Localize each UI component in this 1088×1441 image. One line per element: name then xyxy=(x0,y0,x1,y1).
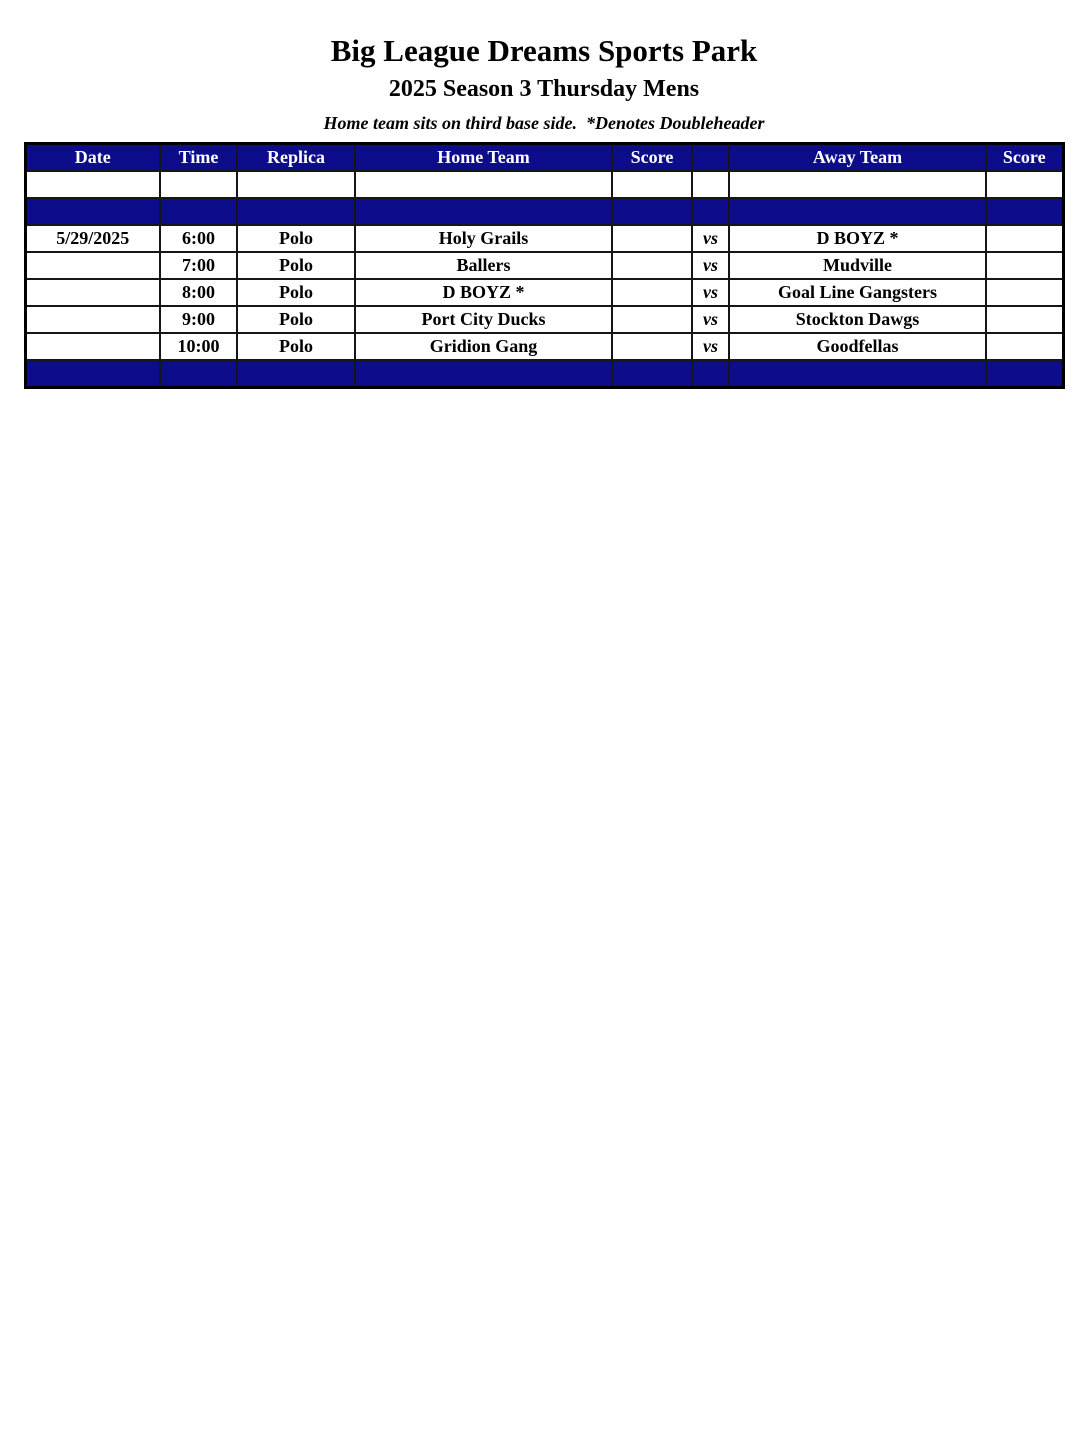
table-row xyxy=(25,252,1063,279)
separator-cell xyxy=(237,198,355,225)
page-title: Big League Dreams Sports Park xyxy=(330,33,758,68)
away-team-cell: Goal Line Gangsters xyxy=(729,279,986,306)
home-score-cell xyxy=(612,279,692,306)
date-cell xyxy=(25,306,160,333)
vs-cell: vs xyxy=(692,333,729,360)
empty-cell xyxy=(237,171,355,198)
header-away-team: Away Team xyxy=(729,144,986,172)
date-cell xyxy=(25,333,160,360)
replica-cell: Polo xyxy=(237,279,355,306)
separator-cell xyxy=(986,198,1063,225)
header-away-score: Score xyxy=(986,144,1063,172)
home-team-cell: Holy Grails xyxy=(355,225,612,252)
home-team-cell: Port City Ducks xyxy=(355,306,612,333)
vs-cell: vs xyxy=(692,306,729,333)
schedule-table xyxy=(24,142,1065,389)
home-score-cell xyxy=(612,333,692,360)
separator-cell xyxy=(692,360,729,388)
away-team-cell: Mudville xyxy=(729,252,986,279)
table-row xyxy=(25,306,1063,333)
date-cell xyxy=(25,252,160,279)
replica-cell: Polo xyxy=(237,333,355,360)
away-score-cell xyxy=(986,225,1063,252)
separator-cell xyxy=(237,360,355,388)
replica-cell: Polo xyxy=(237,306,355,333)
vs-cell: vs xyxy=(692,225,729,252)
separator-cell xyxy=(160,360,237,388)
separator-cell xyxy=(160,198,237,225)
separator-cell xyxy=(355,360,612,388)
empty-cell xyxy=(692,171,729,198)
table-row xyxy=(25,279,1063,306)
separator-cell xyxy=(355,198,612,225)
date-cell xyxy=(25,279,160,306)
away-score-cell xyxy=(986,306,1063,333)
header-home-team: Home Team xyxy=(355,144,612,172)
time-cell: 7:00 xyxy=(160,252,237,279)
away-score-cell xyxy=(986,279,1063,306)
header-row xyxy=(25,144,1063,172)
separator-cell xyxy=(692,198,729,225)
separator-row-bottom xyxy=(25,360,1063,388)
separator-cell xyxy=(612,360,692,388)
separator-cell xyxy=(25,198,160,225)
empty-cell xyxy=(986,171,1063,198)
header-home-score: Score xyxy=(612,144,692,172)
separator-row xyxy=(25,198,1063,225)
away-team-cell: Stockton Dawgs xyxy=(729,306,986,333)
time-cell: 8:00 xyxy=(160,279,237,306)
header-replica: Replica xyxy=(237,144,355,172)
away-score-cell xyxy=(986,333,1063,360)
replica-cell: Polo xyxy=(237,225,355,252)
home-team-cell: Gridion Gang xyxy=(355,333,612,360)
empty-cell xyxy=(729,171,986,198)
home-score-cell xyxy=(612,306,692,333)
replica-cell: Polo xyxy=(237,252,355,279)
time-cell: 10:00 xyxy=(160,333,237,360)
away-team-cell: D BOYZ * xyxy=(729,225,986,252)
empty-cell xyxy=(160,171,237,198)
vs-cell: vs xyxy=(692,252,729,279)
empty-row xyxy=(25,171,1063,198)
schedule-note: Home team sits on third base side. *Denotes Doubleheader xyxy=(323,113,765,133)
vs-cell: vs xyxy=(692,279,729,306)
separator-cell xyxy=(729,360,986,388)
separator-cell xyxy=(25,360,160,388)
home-team-cell: D BOYZ * xyxy=(355,279,612,306)
date-cell: 5/29/2025 xyxy=(25,225,160,252)
home-score-cell xyxy=(612,252,692,279)
header-time: Time xyxy=(160,144,237,172)
separator-cell xyxy=(612,198,692,225)
away-score-cell xyxy=(986,252,1063,279)
time-cell: 6:00 xyxy=(160,225,237,252)
separator-cell xyxy=(986,360,1063,388)
empty-cell xyxy=(25,171,160,198)
home-team-cell: Ballers xyxy=(355,252,612,279)
away-team-cell: Goodfellas xyxy=(729,333,986,360)
header-date: Date xyxy=(25,144,160,172)
home-score-cell xyxy=(612,225,692,252)
table-row xyxy=(25,333,1063,360)
time-cell: 9:00 xyxy=(160,306,237,333)
separator-cell xyxy=(729,198,986,225)
table-row xyxy=(25,225,1063,252)
empty-cell xyxy=(612,171,692,198)
page-subtitle: 2025 Season 3 Thursday Mens xyxy=(388,76,700,102)
empty-cell xyxy=(355,171,612,198)
header-vs xyxy=(692,144,729,172)
